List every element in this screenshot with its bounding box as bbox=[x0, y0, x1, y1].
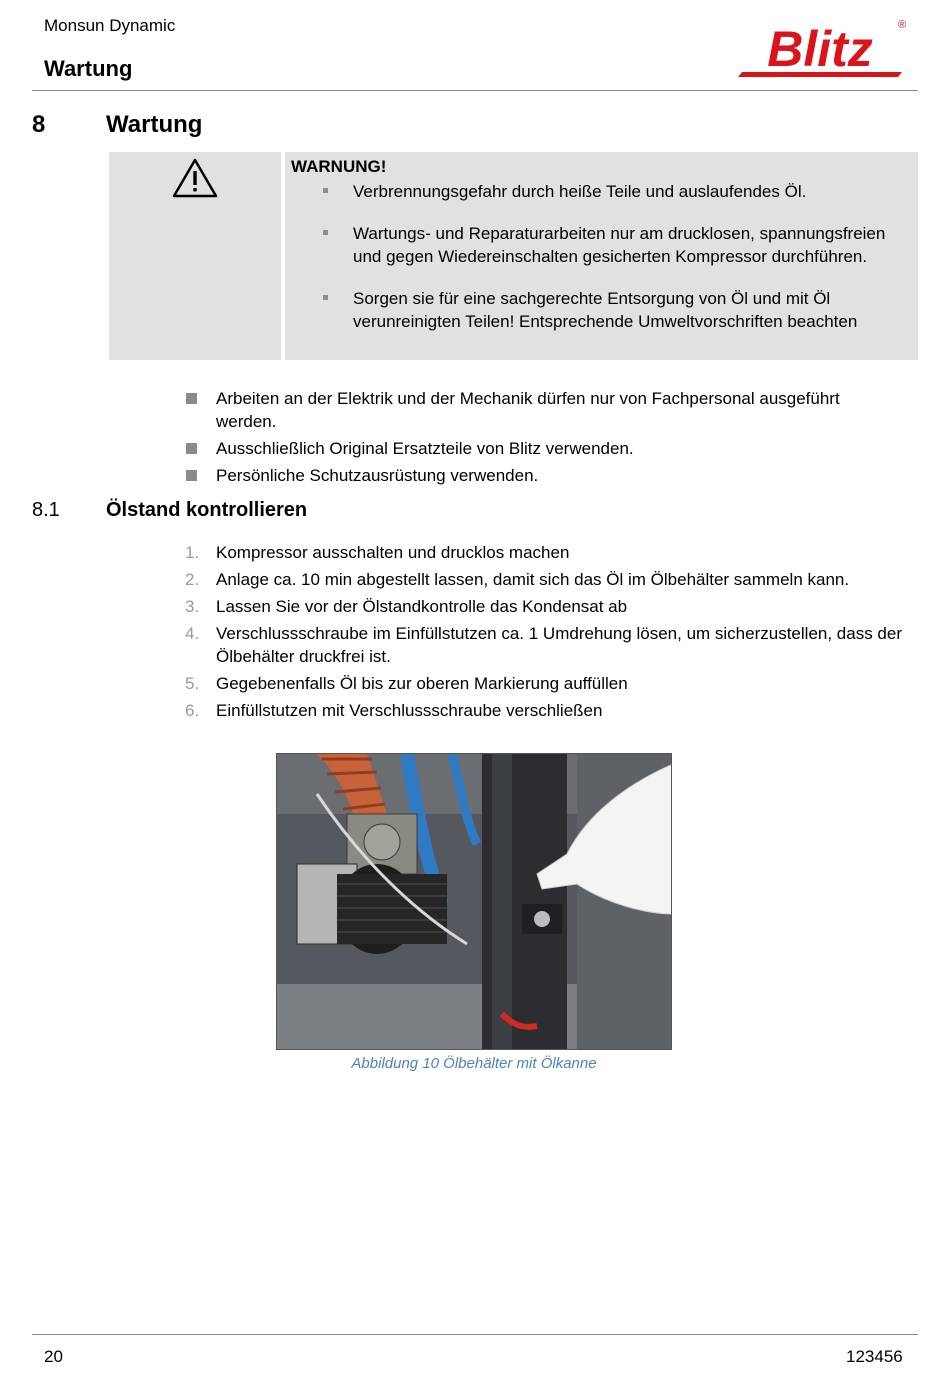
step-text: Einfüllstutzen mit Verschlussschraube verschließen bbox=[216, 701, 603, 720]
warning-title: WARNUNG! bbox=[291, 157, 387, 176]
figure-caption: Abbildung 10 Ölbehälter mit Ölkanne bbox=[351, 1055, 597, 1072]
registered-mark: ® bbox=[897, 19, 907, 31]
step-item bbox=[185, 568, 921, 591]
step-item bbox=[185, 541, 921, 564]
step-number: 5. bbox=[185, 674, 200, 693]
document-number: 123456 bbox=[846, 1347, 903, 1366]
step-item bbox=[185, 672, 921, 695]
header-product-name: Monsun Dynamic bbox=[44, 16, 176, 35]
step-text: Verschlussschraube im Einfüllstutzen ca. 1 Umdrehung lösen, um sicherzustellen, dass der Ölbehälter druckfrei ist. bbox=[216, 624, 903, 666]
step-text: Kompressor ausschalten und drucklos machen bbox=[216, 543, 570, 562]
step-number: 1. bbox=[185, 543, 200, 562]
photo-illustration bbox=[277, 754, 672, 1050]
step-number: 3. bbox=[185, 597, 200, 616]
warning-item: Verbrennungsgefahr durch heiße Teile und auslaufendes Öl. bbox=[320, 180, 900, 203]
warning-triangle-icon bbox=[171, 157, 219, 199]
logo-wordmark: Blitz bbox=[767, 21, 873, 77]
chapter-number: 8 bbox=[32, 111, 46, 138]
chapter-title: Wartung bbox=[106, 111, 203, 138]
rule-item: Ausschließlich Original Ersatzteile von Blitz verwenden. bbox=[185, 437, 875, 460]
warning-item: Sorgen sie für eine sachgerechte Entsorgung von Öl und mit Öl verunreinigten Teilen! Entsprechende Umweltvorschriften beachten bbox=[320, 287, 900, 333]
step-item bbox=[185, 595, 921, 618]
step-number: 4. bbox=[185, 624, 200, 643]
step-text: Gegebenenfalls Öl bis zur oberen Markierung auffüllen bbox=[216, 674, 628, 693]
warning-list bbox=[320, 180, 900, 352]
rule-item: Arbeiten an der Elektrik und der Mechanik dürfen nur von Fachpersonal ausgeführt werden. bbox=[185, 387, 875, 433]
step-text: Anlage ca. 10 min abgestellt lassen, damit sich das Öl im Ölbehälter sammeln kann. bbox=[216, 570, 850, 589]
oil-tank-photo bbox=[276, 753, 672, 1050]
step-item bbox=[185, 622, 921, 668]
step-number: 2. bbox=[185, 570, 200, 589]
subsection-number: 8.1 bbox=[32, 499, 60, 521]
step-number: 6. bbox=[185, 701, 200, 720]
header-section-title: Wartung bbox=[44, 56, 133, 81]
safety-rules-list bbox=[185, 387, 875, 491]
warning-item: Wartungs- und Reparaturarbeiten nur am drucklosen, spannungsfreien und gegen Wiedereinschalten gesicherten Kompressor durchführen. bbox=[320, 222, 900, 268]
subsection-title: Ölstand kontrollieren bbox=[106, 499, 308, 521]
blitz-logo bbox=[732, 14, 912, 84]
page-number: 20 bbox=[44, 1347, 63, 1366]
step-item bbox=[185, 699, 921, 722]
header-divider bbox=[32, 90, 918, 91]
footer-divider bbox=[32, 1334, 918, 1335]
step-text: Lassen Sie vor der Ölstandkontrolle das Kondensat ab bbox=[216, 597, 628, 616]
rule-item: Persönliche Schutzausrüstung verwenden. bbox=[185, 464, 875, 487]
procedure-steps bbox=[185, 541, 921, 726]
